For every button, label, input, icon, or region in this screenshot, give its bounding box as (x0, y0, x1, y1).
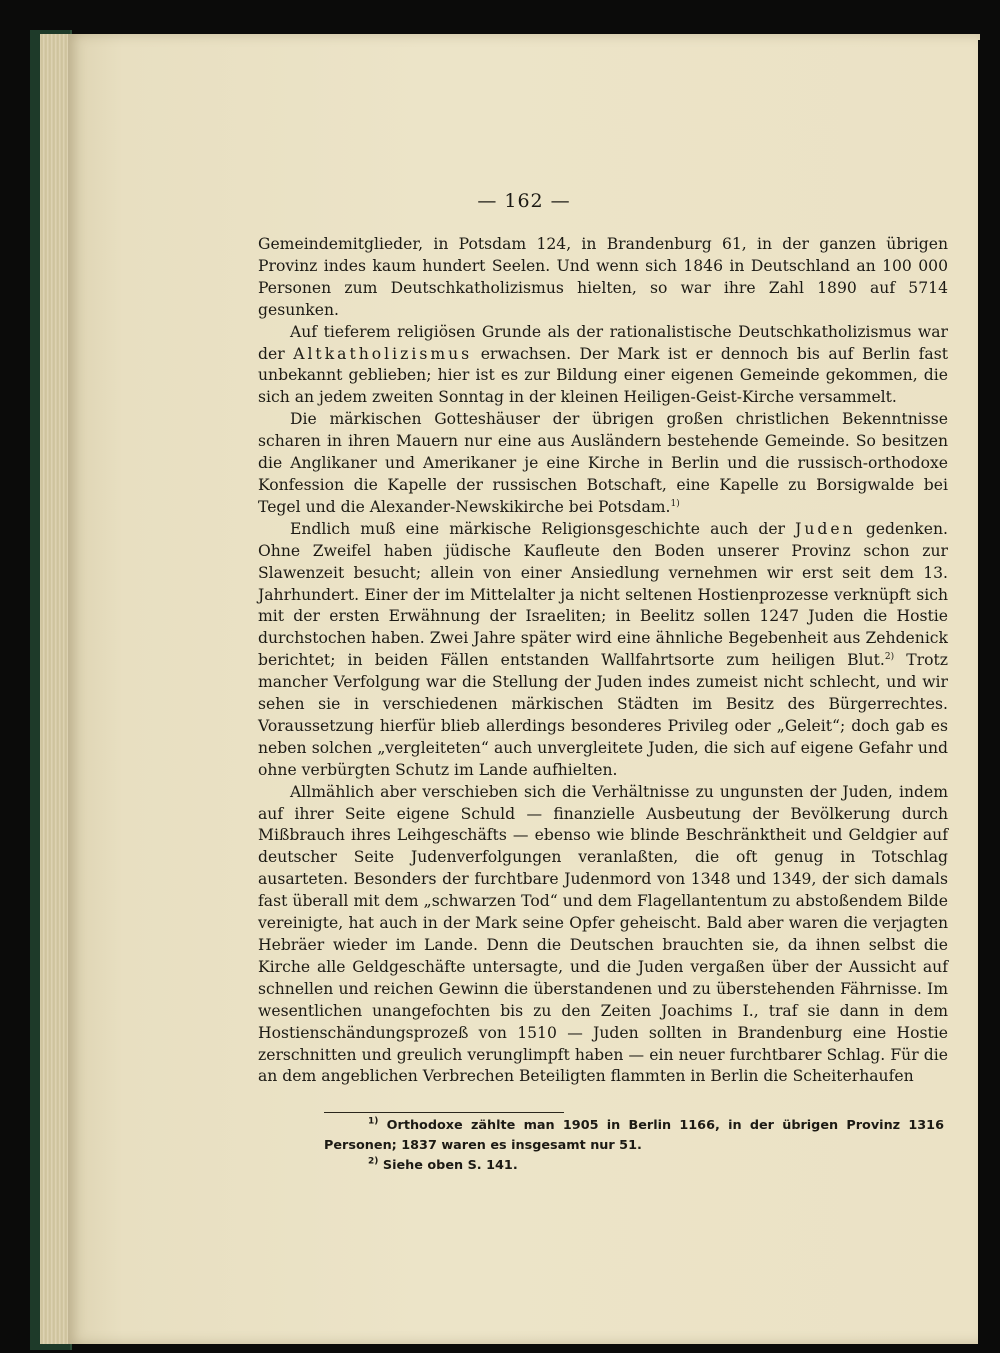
paragraph-2-start: Auf tieferem religiösen Grunde als der rationalistische Deutschkatholizismus war der (258, 322, 948, 363)
footnote-divider (324, 1112, 564, 1113)
paragraph-2-end: erwachsen. Der Mark ist er dennoch bis auf Berlin fast unbekannt geblieben; hier ist es zur Bildung einer eigenen Gemeinde gekommen, die sich an jedem zweiten Sonntag in der kleinen Heiligen-Geist-Kirche versammelt. (258, 344, 948, 407)
footnote-1-text: Orthodoxe zählte man 1905 in Berlin 1166, in der übrigen Provinz 1316 Personen; 1837 waren es insgesamt nur 51. (324, 1118, 944, 1153)
paragraph-2 (258, 322, 948, 410)
paragraph-5: Allmählich aber verschieben sich die Verhältnisse zu ungunsten der Juden, indem auf ihrer Seite eigene Schuld — finanzielle Ausbeutung der Bevölkerung durch Mißbrauch ihres Leihgeschäfts — ebenso wie blinde Beschränktheit und Geldgier auf deutscher Seite Judenverfolgungen veranlaßten, die oft genug in Totschlag ausarteten. Besonders der furchtbare Judenmord von 1348 und 1349, der sich damals fast überall mit dem „schwarzen Tod“ und dem Flagellantentum zu abstoßendem Bilde vereinigte, hat auch in der Mark seine Opfer geheischt. Bald aber waren die verjagten Hebräer wieder im Lande. Denn die Deutschen brauchten sie, da ihnen selbst die Kirche alle Geldgeschäfte untersagte, und die Juden vergaßen über der Aussicht auf schnellen und reichen Gewinn die überstandenen und zu überstehenden Fährnisse. Im wesentlichen unangefochten bis zu den Zeiten Joachims I., traf sie dann in dem Hostienschändungsprozeß von 1510 — Juden sollten in Brandenburg eine Hostie zerschnitten und greulich verunglimpft haben — ein neuer furchtbarer Schlag. Für die an dem angeblichen Verbrechen Beteiligten flammten in Berlin die Scheiterhaufen (258, 782, 948, 1086)
paragraph-2-emphasis: Altkatholizismus (293, 344, 473, 363)
footnotes (324, 1116, 944, 1176)
footnote-2-mark: 2) (368, 1156, 379, 1167)
footnote-2 (324, 1156, 944, 1176)
paragraph-3-text: Die märkischen Gotteshäuser der übrigen großen christlichen Bekenntnisse scharen in ihren Mauern nur eine aus Ausländern bestehende Gemeinde. So besitzen die Anglikaner und Amerikaner je eine Kirche in Berlin und die russisch-orthodoxe Konfession die Kapelle der russischen Botschaft, eine Kapelle zu Borsigwalde bei Tegel und die Alexander-Newskikirche bei Potsdam. (258, 410, 948, 516)
footnote-1-mark: 1) (368, 1116, 379, 1127)
page-number: — 162 — (477, 190, 571, 212)
paragraph-3 (258, 409, 948, 519)
footnote-ref-1: 1) (670, 498, 680, 509)
footnote-ref-2: 2) (884, 652, 895, 663)
paragraph-4-middle: gedenken. Ohne Zweifel haben jüdische Kaufleute den Boden unserer Provinz schon zur Slawenzeit besucht; allein von einer Ansiedlung vernehmen wir erst seit dem 13. Jahrhundert. Einer der im Mittelalter ja nicht seltenen Hostienprozesse verknüpft sich mit der ersten Erwähnung der Israeliten; in Beelitz sollen 1247 Juden die Hostie durchstochen haben. Zwei Jahre später wird eine ähnliche Begebenheit aus Zehdenick berichtet; in beiden Fällen entstanden Wallfahrtsorte zum heiligen Blut. (258, 519, 948, 670)
paragraph-1: Gemeindemitglieder, in Potsdam 124, in Brandenburg 61, in der ganzen übrigen Provinz indes kaum hundert Seelen. Und wenn sich 1846 in Deutschland an 100 000 Personen zum Deutschkatholizismus hielten, so war ihre Zahl 1890 auf 5714 gesunken. (258, 235, 948, 319)
footnote-2-text: Siehe oben S. 141. (382, 1158, 518, 1173)
paragraph-4 (258, 519, 948, 782)
paragraph-4-end: Trotz mancher Verfolgung war die Stellung der Juden indes zumeist nicht schlecht, und wir sehen sie in verschiedenen märkischen Städten im Besitz des Bürgerrechtes. Voraussetzung hierfür blieb allerdings besonderes Privileg oder „Geleit“; doch gab es neben solchen „vergleiteten“ auch unvergleitete Juden, die sich auf eigene Gefahr und ohne verbürgten Schutz im Lande aufhielten. (258, 651, 948, 779)
paragraph-4-start: Endlich muß eine märkische Religionsgeschichte auch der (290, 519, 785, 538)
footnote-1 (324, 1116, 944, 1156)
body-text (258, 234, 948, 1088)
background-edge (978, 40, 1000, 1353)
paragraph-4-emphasis: Juden (795, 519, 856, 538)
book-page (68, 34, 980, 1344)
